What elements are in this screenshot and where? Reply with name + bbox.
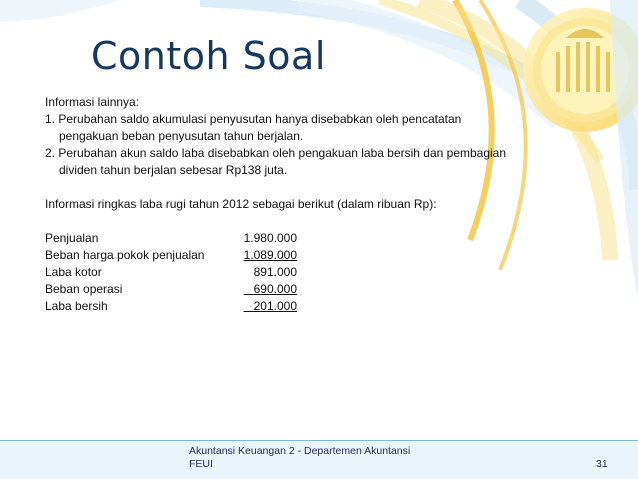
info-item-1-line-2: pengakuan beban penyusutan tahun berjalan. bbox=[59, 129, 304, 143]
info-item-2-line-2: dividen tahun berjalan sebesar Rp138 juta. bbox=[59, 163, 288, 177]
slide-title: Contoh Soal bbox=[91, 34, 326, 78]
statement-amount-sales: 1.980.000 bbox=[243, 231, 297, 245]
info-heading: Informasi lainnya: bbox=[45, 95, 140, 109]
footer-line-1: Akuntansi Keuangan 2 - Departemen Akuntansi bbox=[189, 445, 411, 457]
statement-amount-gross-profit: 891.000 bbox=[253, 265, 297, 279]
statement-amount-cogs: 1.089.000 bbox=[243, 248, 297, 262]
statement-label-operating-expense: Beban operasi bbox=[45, 282, 123, 296]
footer-course bbox=[189, 445, 429, 471]
info-item-2-line-1: 2. Perubahan akun saldo laba disebabkan oleh pengakuan laba bersih dan pembagian bbox=[45, 146, 507, 160]
statement-label-gross-profit: Laba kotor bbox=[45, 265, 102, 279]
statement-amount-net-income: 201.000 bbox=[253, 299, 297, 313]
footer-line-2: FEUI bbox=[189, 458, 213, 470]
page-number: 31 bbox=[596, 458, 608, 470]
statement-amount-operating-expense: 690.000 bbox=[253, 282, 297, 296]
statement-label-net-income: Laba bersih bbox=[45, 299, 108, 313]
statement-label-sales: Penjualan bbox=[45, 231, 99, 245]
summary-heading: Informasi ringkas laba rugi tahun 2012 sebagai berikut (dalam ribuan Rp): bbox=[45, 197, 437, 211]
info-item-1-line-1: 1. Perubahan saldo akumulasi penyusutan hanya disebabkan oleh pencatatan bbox=[45, 112, 462, 126]
statement-label-cogs: Beban harga pokok penjualan bbox=[45, 248, 205, 262]
